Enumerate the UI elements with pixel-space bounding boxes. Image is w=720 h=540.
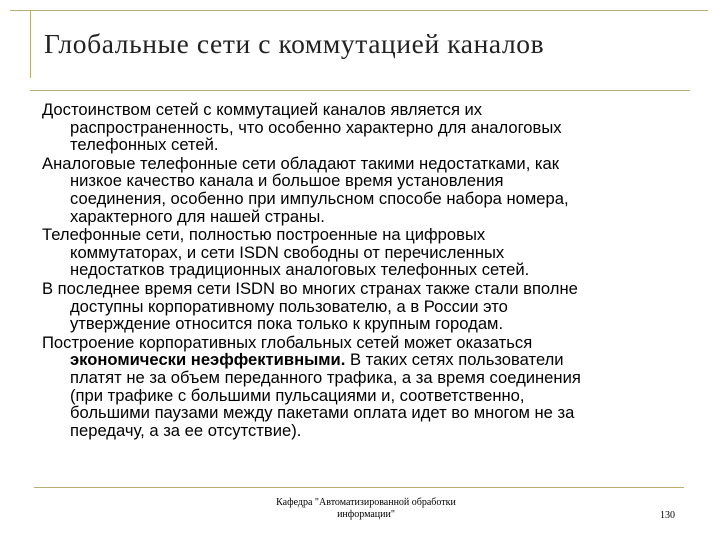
text-line — [42, 351, 672, 369]
text-line: характерного для нашей страны. — [70, 206, 325, 226]
text-line: платят не за объем переданного трафика, а за время соединения — [70, 367, 581, 387]
footer-rule — [34, 487, 684, 488]
paragraph-analog-drawbacks — [42, 155, 672, 225]
text-line: Аналоговые телефонные сети обладают такими недостатками, как — [42, 153, 560, 173]
slide-title: Глобальные сети с коммутацией каналов — [44, 28, 545, 59]
text-line: Построение корпоративных глобальных сетей может оказаться — [42, 332, 533, 352]
slide-body — [42, 101, 672, 440]
text-line: доступны корпоративному пользователю, а в России это — [70, 296, 508, 316]
text-line: передачу, а за ее отсутствие). — [70, 420, 302, 440]
header-rule-vertical — [30, 10, 31, 78]
text-line: утверждение относится пока только к крупным городам. — [70, 314, 504, 334]
page-number: 130 — [660, 510, 675, 521]
paragraph-corporate-networks — [42, 334, 672, 440]
text-line: Телефонные сети, полностью построенные на цифровых — [42, 225, 486, 245]
text-line: (при трафике с большими пульсациями и, соответственно, — [70, 385, 525, 405]
footer-line: информации" — [337, 509, 395, 520]
text-line: В последнее время сети ISDN во многих странах также стали вполне — [42, 278, 578, 298]
paragraph-digital-networks — [42, 226, 672, 279]
text-line: низкое качество канала и большое время установления — [70, 171, 504, 191]
title-underline — [30, 90, 690, 91]
text-line: недостатков традиционных аналоговых телефонных сетей. — [70, 260, 530, 280]
emphasis-text: экономически неэффективными. — [70, 350, 346, 370]
text-line: соединения, особенно при импульсном способе набора номера, — [70, 188, 569, 208]
text-line: Достоинством сетей с коммутацией каналов является их — [42, 100, 483, 119]
text-fragment: В таких сетях пользователи — [345, 350, 564, 370]
header-rule-horizontal — [10, 10, 708, 11]
text-line: распространенность, что особенно характерно для аналоговых — [70, 117, 562, 137]
text-line: телефонных сетей. — [70, 135, 219, 155]
paragraph-advantages — [42, 101, 672, 154]
text-line: большими паузами между пакетами оплата идет во многом не за — [70, 403, 575, 423]
footer-line: Кафедра "Автоматизированной обработки — [276, 497, 456, 508]
text-line: коммутаторах, и сети ISDN свободны от перечисленных — [70, 242, 505, 262]
footer-department — [248, 497, 484, 521]
paragraph-isdn-availability — [42, 280, 672, 333]
